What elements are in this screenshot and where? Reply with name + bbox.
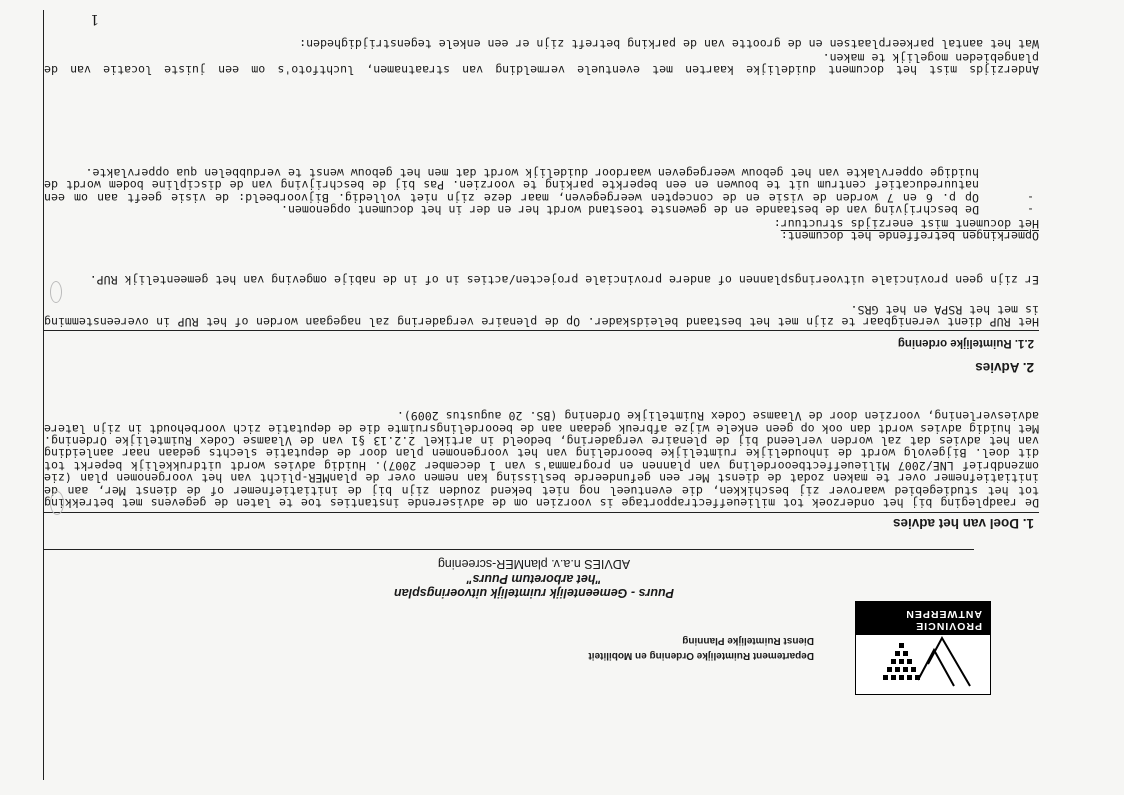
margin-rule [43,10,44,780]
page-number: 1 [90,11,99,27]
section2-paragraph-3: Anderzijds mist het document duidelijke kaarten met eventuele vermelding van straatnamen, luchtfoto's om een juiste locatie van de plangebieden mogelijk te maken. [44,50,1039,77]
punch-hole [50,491,64,515]
section2-heading: 2. Advies [975,360,1034,375]
section2-remarks [44,217,1039,242]
section2-paragraph-1: Het RUP dient verenigbaar te zijn met het bestaand beleidskader. Op de plenaire vergadering zal nagegaan worden of het RUP in overeenstemming is met het RSPA en het GRS. [44,302,1039,329]
logo-band [856,602,990,635]
title-line3: ADVIES n.a.v. planMER-screening [437,557,631,571]
section2-paragraph-2: Er zijn geen provinciale uitvoeringsplannen of andere provinciale projecten/acties in of in de nabije omgeving van het gemeentelijk RUP. [89,273,1039,287]
department-block [588,633,814,663]
section1-heading: 1. Doel van het advies [892,516,1034,531]
list-item-text: De beschrijving van de bestaande en de gewenste toestand wordt her en der in het document opgenomen. [280,203,979,217]
remarks-list [44,166,1039,216]
punch-hole [50,281,62,303]
remarks-title: Opmerkingen betreffende het document: [780,229,1039,243]
logo-line1: PROVINCIE [915,620,982,632]
section2-subheading: 2.1. Ruimtelijke ordening [897,337,1034,349]
department-name: Departement Ruimtelijke Ordening en Mobiliteit [588,650,814,661]
list-item: - De beschrijving van de bestaande en de gewenste toestand wordt her en der in het document opgenomen. [280,203,1034,217]
title-divider [44,549,974,550]
list-item-text: Op p. 6 en 7 worden de visie en de concepten weergegeven, maar deze zijn niet volledig. Bijvoorbeeld: de visie geeft aan om een natuureducatief centrum uit te bouwen en een beperkte parking te voorzien. Pas bij de beschrijving van de discipline bodem wordt de huidige oppervlakte van het gebouw weergegeven waardoor duidelijk wordt dat men het gebouw wenst te verdubbelen qua oppervlakte. [44,165,979,205]
list-item: - Op p. 6 en 7 worden de visie en de concepten weergegeven, maar deze zijn niet volledig. Bijvoorbeeld: de visie geeft aan om een natuureducatief centrum uit te bouwen en een beperkte parking te voorzien. Pas bij de beschrijving van de discipline bodem wordt de huidige oppervlakte van het gebouw weergegeven waardoor duidelijk wordt dat men het gebouw wenst te verdubbelen qua oppervlakte. [44,165,1034,205]
remarks-intro: Het document mist enerzijds structuur: [773,216,1039,231]
province-logo [855,601,991,695]
section2-divider [44,330,1039,331]
logo-emblem-icon [856,632,990,694]
title-line2: "het arboretum Puurs" [466,572,602,586]
document-title [44,556,1024,600]
section1-paragraph: De raadpleging bij het onderzoek tot milieueffectrapportage is voorzien om de adviserende instanties toe te laten de gegevens met betrekking tot het studiegebied waarover zij beschikken, die eventueel nog niet bekend zouden zijn bij de initiatiefnemer of de dienst Mer, aan de initiatiefnemer over te maken zodat de dienst Mer een gefundeerde beslissing kan nemen over de planMER-plicht van het voorgenomen plan (zie omzendbrief LNE/2007 Milieueffectbeoordeling van plannen en programma's van 1 december 2007). Huidig advies wordt uitdrukkelijk beperkt tot dit doel. Bijgevolg wordt de inhoudelijke ruimtelijke beoordeling van het voorgenomen plan door de deputatie slechts gedaan naar aanleiding van het advies dat zal worden verleend bij de plenaire vergadering, bedoeld in artikel 2.2.13 §1 van de Vlaamse Codex Ruimtelijke Ordening. Met huidig advies wordt dan ook op geen enkele wijze afbreuk gedaan aan de beoordelingsruimte die de deputatie zich voorbehoudt in zijn latere adviesverlening, voorzien door de Vlaamse Codex Ruimtelijke Ordening (BS. 20 augustus 2009). [44,409,1039,510]
service-name: Dienst Ruimtelijke Planning [682,635,814,646]
title-line1: Puurs - Gemeentelijk ruimtelijk uitvoeringsplan [394,586,674,600]
section1-divider [44,512,1039,513]
logo-line2: ANTWERPEN [905,608,982,620]
section2-paragraph-4: Wat het aantal parkeerplaatsen en de grootte van de parking betreft zijn er een enkele tegenstrijdigheden: [299,37,1039,51]
